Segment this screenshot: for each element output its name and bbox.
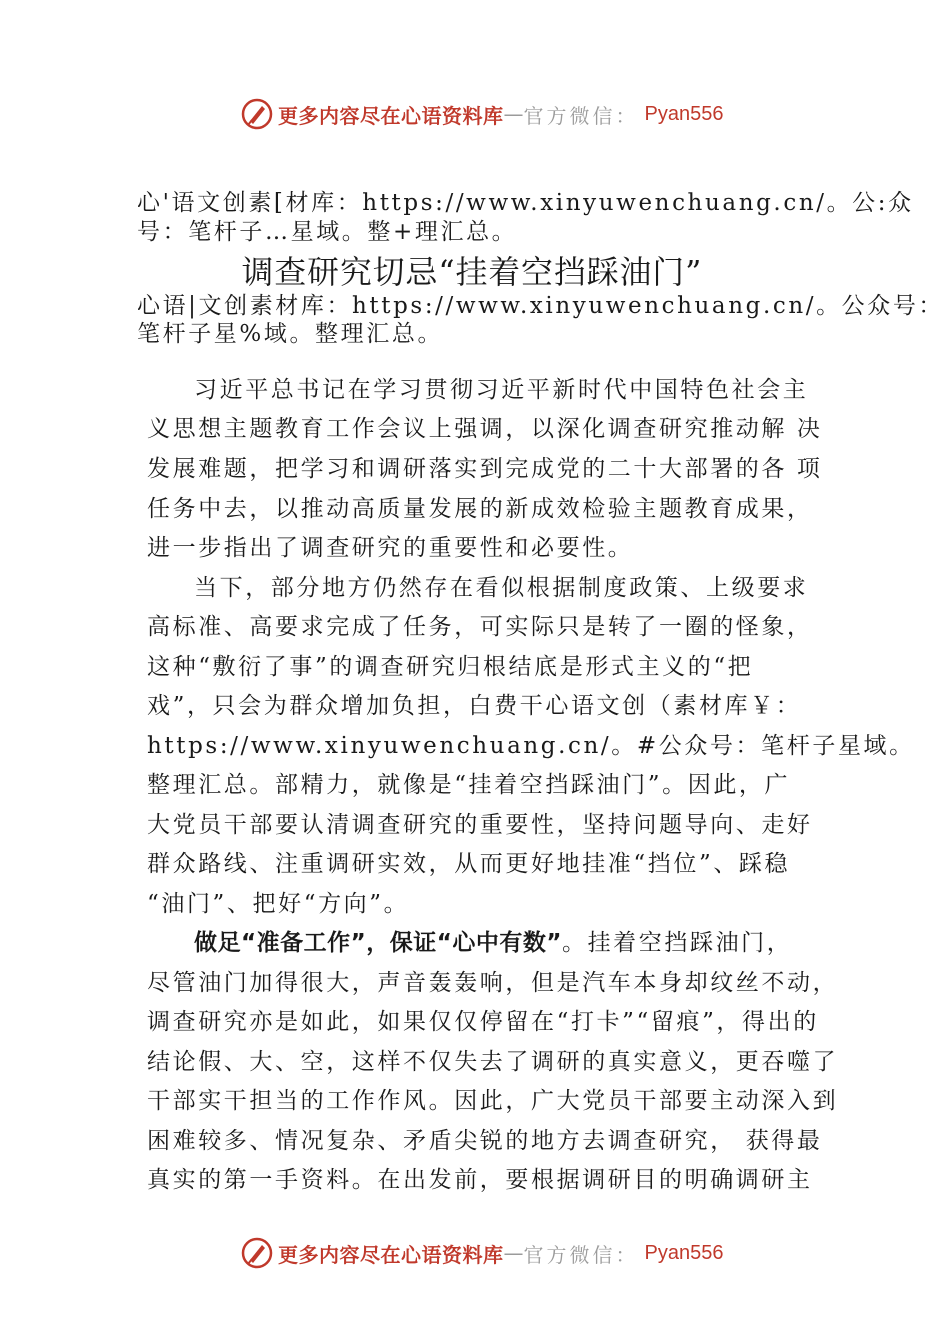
banner-red-text: 更多内容尽在心语资料库: [278, 1242, 504, 1267]
paragraph-text: 。挂着空挡踩油门，: [561, 930, 793, 956]
paragraph-line: [194, 928, 792, 958]
paragraph-line: 任务中去，以推动高质量发展的新成效检验主题教育成果，: [147, 496, 813, 522]
paragraph-line: 习近平总书记在学习贯彻习近平新时代中国特色社会主: [194, 377, 809, 403]
paragraph-line: 发展难题，把学习和调研落实到完成党的二十大部署的各 项: [147, 456, 823, 482]
section-heading: 做足“准备工作”，保证“心中有数”: [194, 930, 562, 956]
paragraph-line: 调查研究亦是如此，如果仅仅停留在“打卡”“留痕”，得出的: [147, 1009, 819, 1035]
subheader-line: 笔杆子星%域。整理汇总。: [137, 321, 444, 347]
paragraph-line: “油门”、把好“方向”。: [147, 891, 410, 917]
banner-dash: —: [503, 102, 524, 126]
paragraph-line: 尽管油门加得很大，声音轰轰响，但是汽车本身却纹丝不动，: [147, 970, 839, 996]
watermark-banner-bottom: [240, 1233, 723, 1273]
paragraph-line: 群众路线、注重调研实效，从而更好地挂准“挡位”、踩稳: [147, 851, 791, 877]
banner-wechat-id: Pyan556: [644, 102, 724, 125]
watermark-banner-top: [240, 94, 723, 134]
header-line: 号：笔杆子…星域。整+理汇总。: [137, 219, 518, 245]
paragraph-line: 进一步指出了调查研究的重要性和必要性。: [147, 535, 634, 561]
paragraph-line: 这种“敷衍了事”的调查研究归根结底是形式主义的“把: [147, 654, 754, 680]
paragraph-line: https://www.xinyuwenchuang.cn/。#公众号：笔杆子星域。: [147, 733, 915, 759]
paragraph-line: 结论假、大、空，这样不仅失去了调研的真实意义，更吞噬了: [147, 1049, 839, 1075]
header-line: 心'语文创素[材库：https://www.xinyuwenchuang.cn/。公:众: [137, 190, 914, 216]
banner-dash: —: [503, 1241, 524, 1265]
paragraph-line: 戏”，只会为群众增加负担，白费干心语文创（素材库￥：: [147, 693, 802, 719]
paragraph-line: 困难较多、情况复杂、矛盾尖锐的地方去调查研究， 获得最: [147, 1128, 823, 1154]
subheader-line: 心语|文创素材库：https://www.xinyuwenchuang.cn/。公众号：: [137, 293, 944, 319]
banner-red-text: 更多内容尽在心语资料库: [278, 103, 504, 128]
paragraph-line: 整理汇总。部精力，就像是“挂着空挡踩油门”。因此，广: [147, 772, 791, 798]
paragraph-line: 大党员干部要认清调查研究的重要性，坚持问题导向、走好: [147, 812, 813, 838]
pen-logo-icon: [240, 97, 274, 131]
banner-wechat-id: Pyan556: [644, 1241, 724, 1264]
banner-gray-text: 官方微信：: [523, 1242, 639, 1267]
paragraph-line: 真实的第一手资料。在出发前，要根据调研目的明确调研主: [147, 1167, 813, 1193]
banner-gray-text: 官方微信：: [523, 103, 639, 128]
pen-logo-icon: [240, 1236, 274, 1270]
paragraph-line: 当下，部分地方仍然存在看似根据制度政策、上级要求: [194, 575, 809, 601]
document-title: 调查研究切忌“挂着空挡踩油门”: [241, 253, 703, 291]
paragraph-line: 义思想主题教育工作会议上强调，以深化调查研究推动解 决: [147, 416, 823, 442]
paragraph-line: 干部实干担当的工作作风。因此，广大党员干部要主动深入到: [147, 1088, 839, 1114]
paragraph-line: 高标准、高要求完成了任务，可实际只是转了一圈的怪象，: [147, 614, 813, 640]
